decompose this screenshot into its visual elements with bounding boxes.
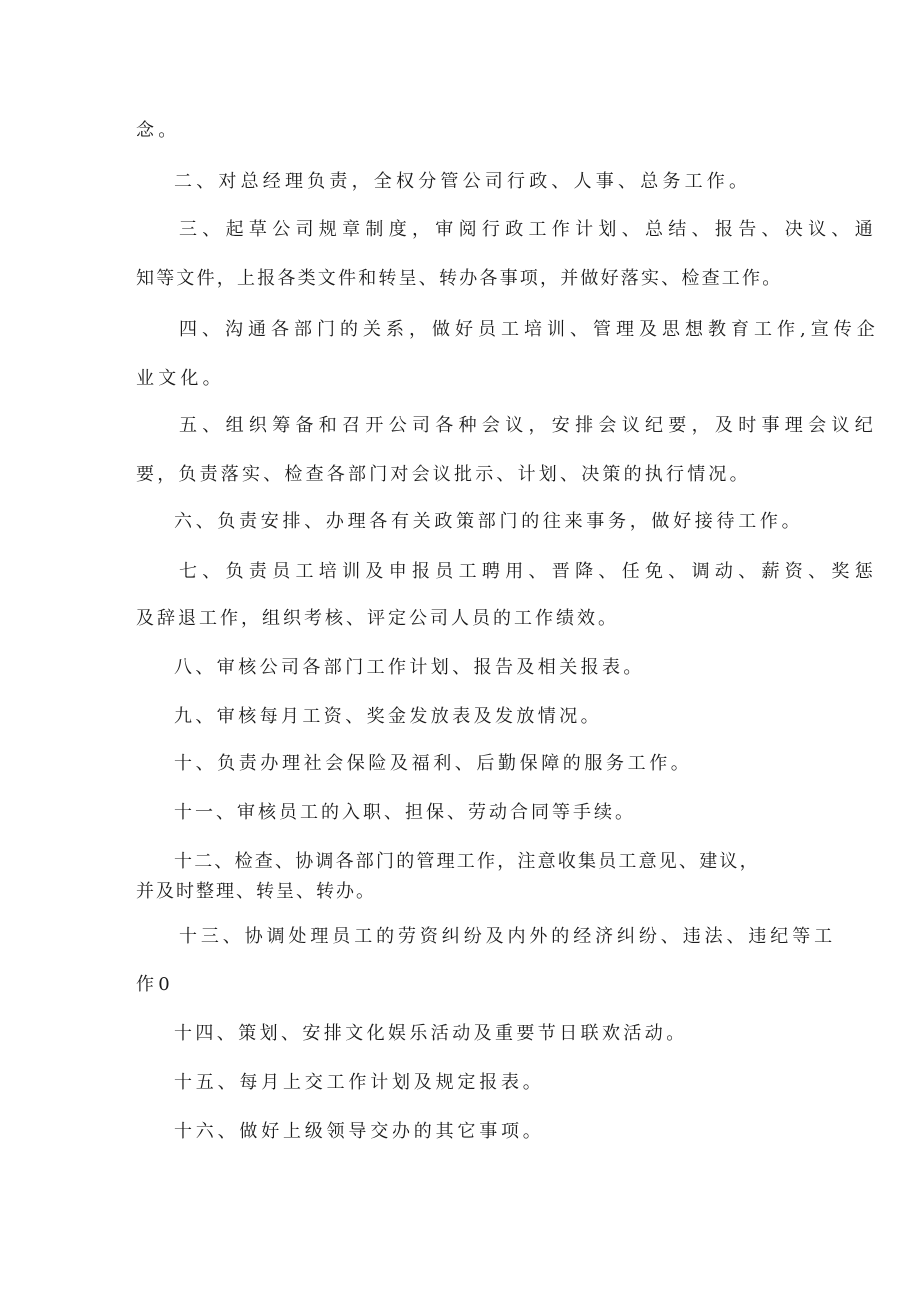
text-line: 二、对总经理负责，全权分管公司行政、人事、总务工作。 [174, 171, 752, 192]
text-line: 作0 [136, 974, 174, 995]
text-line: 十二、检查、协调各部门的管理工作，注意收集员工意见、建议， [174, 851, 760, 872]
text-line: 及辞退工作，组织考核、评定公司人员的工作绩效。 [136, 608, 619, 629]
text-line: 业文化。 [136, 368, 225, 389]
text-line: 八、审核公司各部门工作计划、报告及相关报表。 [174, 657, 645, 678]
text-line: 十五、每月上交工作计划及规定报表。 [174, 1072, 545, 1093]
text-line: 十三、协调处理员工的劳资纠纷及内外的经济纠纷、违法、违纪等工 [179, 926, 836, 947]
text-line: 七、负责员工培训及申报员工聘用、晋降、任免、调动、薪资、奖惩 [179, 561, 878, 582]
text-line: 九、审核每月工资、奖金发放表及发放情况。 [174, 706, 602, 727]
text-line: 知等文件，上报各类文件和转呈、转办各事项，并做好落实、检查工作。 [136, 268, 783, 289]
text-line: 十六、做好上级领导交办的其它事项。 [174, 1121, 545, 1142]
text-line: 十四、策划、安排文化娱乐活动及重要节日联欢活动。 [174, 1023, 688, 1044]
text-line: 并及时整理、转呈、转办。 [136, 881, 376, 902]
text-line: 六、负责安排、办理各有关政策部门的往来事务，做好接待工作。 [174, 511, 804, 532]
text-line: 五、组织筹备和召开公司各种会议，安排会议纪要，及时事理会议纪 [179, 415, 878, 436]
text-line: 念。 [136, 120, 181, 141]
text-line: 十一、审核员工的入职、担保、劳动合同等手续。 [174, 802, 636, 823]
text-line: 四、沟通各部门的关系，做好员工培训、管理及思想教育工作,宣传企 [179, 319, 880, 340]
text-line: 十、负责办理社会保险及福利、后勤保障的服务工作。 [174, 753, 693, 774]
text-line: 三、起草公司规章制度，审阅行政工作计划、总结、报告、决议、通 [179, 219, 878, 240]
text-line: 要，负责落实、检查各部门对会议批示、计划、决策的执行情况。 [136, 464, 751, 485]
